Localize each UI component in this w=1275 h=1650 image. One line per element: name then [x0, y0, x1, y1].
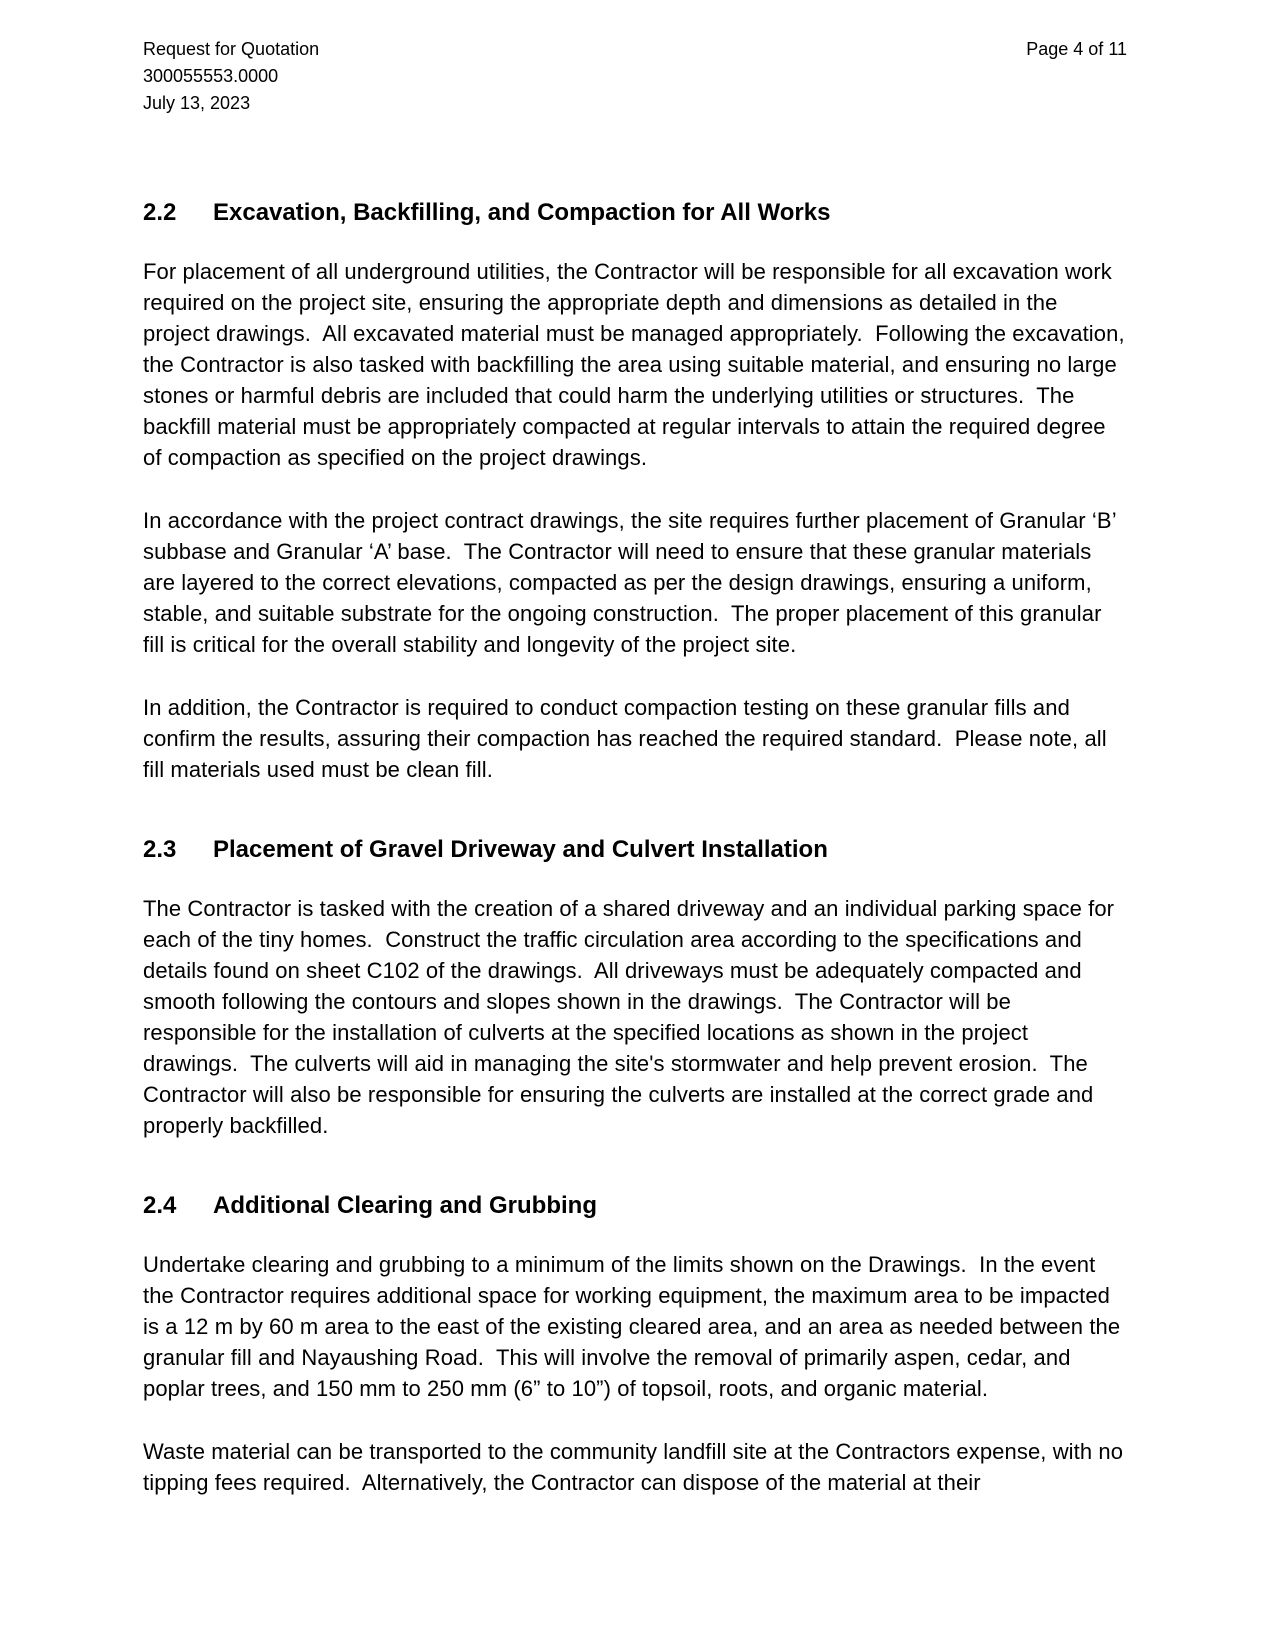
document-number: 300055553.0000 — [143, 66, 279, 86]
section-number: 2.3 — [143, 836, 177, 863]
section-heading — [143, 1191, 1127, 1221]
page-number: Page 4 of 11 — [1026, 39, 1127, 59]
section-title: Placement of Gravel Driveway and Culvert Installation — [213, 836, 828, 863]
section-number: 2.4 — [143, 1192, 177, 1219]
page-header — [143, 36, 1127, 117]
section-2-3 — [143, 835, 1127, 1141]
section-2-2 — [143, 198, 1131, 785]
paragraph: For placement of all underground utilities, the Contractor will be responsible for all excavation work required on the project site, ensuring the appropriate depth and dimensions as detailed in the project drawings. All excavated material must be managed appropriately. Following the excavation, the Contractor is also tasked with backfilling the area using suitable material, and ensuring no large stones or harmful debris are included that could harm the underlying utilities or structures. The backfill material must be appropriately compacted at regular intervals to attain the required degree of compaction as specified on the project drawings. — [143, 259, 1131, 470]
section-2-4 — [143, 1191, 1130, 1498]
paragraph: Undertake clearing and grubbing to a minimum of the limits shown on the Drawings. In the event the Contractor requires additional space for working equipment, the maximum area to be impacted is a 12 m by 60 m area to the east of the existing cleared area, and an area as needed between the granular fill and Nayaushing Road. This will involve the removal of primarily aspen, cedar, and poplar trees, and 150 mm to 250 mm (6” to 10”) of topsoil, roots, and organic material. — [143, 1252, 1127, 1401]
paragraph: The Contractor is tasked with the creation of a shared driveway and an individual parking space for each of the tiny homes. Construct the traffic circulation area according to the specifications and details found on sheet C102 of the drawings. All driveways must be adequately compacted and smooth following the contours and slopes shown in the drawings. The Contractor will be responsible for the installation of culverts at the specified locations as shown in the project drawings. The culverts will aid in managing the site's stormwater and help prevent erosion. The Contractor will also be responsible for ensuring the culverts are installed at the correct grade and properly backfilled. — [143, 896, 1121, 1138]
paragraph: Waste material can be transported to the community landfill site at the Contractors expense, with no tipping fees required. Alternatively, the Contractor can dispose of the material at their — [143, 1439, 1130, 1495]
section-heading — [143, 198, 1127, 228]
header-info-block — [143, 36, 319, 117]
paragraph: In accordance with the project contract drawings, the site requires further placement of Granular ‘B’ subbase and Granular ‘A’ base. The Contractor will need to ensure that these granular materials are layered to the correct elevations, compacted as per the design drawings, ensuring a uniform, stable, and suitable substrate for the ongoing construction. The proper placement of this granular fill is critical for the overall stability and longevity of the project site. — [143, 508, 1123, 657]
document-date: July 13, 2023 — [143, 93, 251, 113]
document-title: Request for Quotation — [143, 39, 320, 59]
paragraph: In addition, the Contractor is required to conduct compaction testing on these granular fills and confirm the results, assuring their compaction has reached the required standard. Please note, all fill materials used must be clean fill. — [143, 695, 1113, 782]
document-body — [143, 198, 1131, 1498]
section-number: 2.2 — [143, 199, 177, 226]
section-title: Excavation, Backfilling, and Compaction for All Works — [213, 199, 831, 226]
section-heading — [143, 835, 1127, 865]
section-title: Additional Clearing and Grubbing — [213, 1192, 597, 1219]
